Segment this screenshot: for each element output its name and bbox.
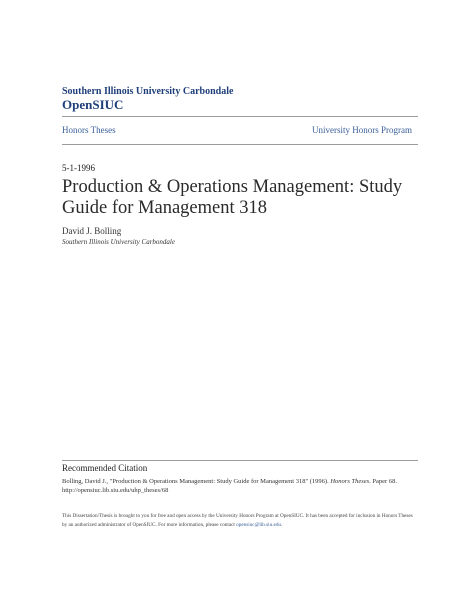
divider-middle [62,144,418,145]
citation-url-link[interactable]: http://opensiuc.lib.siu.edu/uhp_theses/68 [62,487,169,494]
publication-date: 5-1-1996 [62,163,95,173]
notice-text: This Dissertation/Thesis is brought to you for free and open access by the University Honors Program at OpenSIUC. It has been accepted for inclusion in Honors Theses by an authorized administrator of OpenSIUC. For more information, please contact [62,513,413,528]
author-affiliation: Southern Illinois University Carbondale [62,238,175,246]
citation-paper: . Paper 68. [369,478,397,485]
divider-bottom [62,460,418,461]
contact-email-link[interactable]: opensiuc@lib.siu.edu [236,521,282,528]
citation-series: Honors Theses [330,478,370,485]
honors-theses-link[interactable]: Honors Theses [62,125,116,135]
recommended-citation-heading: Recommended Citation [62,463,148,473]
access-notice [62,512,418,529]
citation-main: Bolling, David J., "Production & Operations Management: Study Guide for Management 318" (1996). [62,478,331,485]
author-name: David J. Bolling [62,226,122,236]
repository-name[interactable]: OpenSIUC [62,97,124,112]
document-title: Production & Operations Management: Study Guide for Management 318 [62,177,403,218]
notice-end: . [281,521,283,528]
citation-text [62,477,418,495]
divider-top [62,116,418,117]
university-honors-program-link[interactable]: University Honors Program [312,125,412,135]
institution-name: Southern Illinois University Carbondale [62,86,234,97]
